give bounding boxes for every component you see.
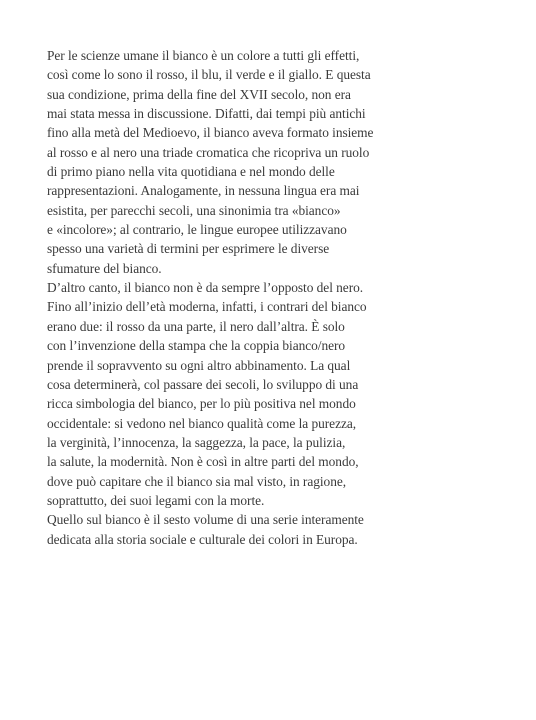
text-line: e «incolore»; al contrario, le lingue europee utilizzavano <box>47 222 347 238</box>
text-line: così come lo sono il rosso, il blu, il verde e il giallo. E questa <box>47 67 371 83</box>
text-line: prende il sopravvento su ogni altro abbinamento. La qual <box>47 357 351 373</box>
text-line: dove può capitare che il bianco sia mal visto, in ragione, <box>47 473 347 489</box>
text-line: D’altro canto, il bianco non è da sempre l’opposto del nero. <box>47 280 364 296</box>
text-line: Fino all’inizio dell’età moderna, infatti, i contrari del bianco <box>47 299 367 315</box>
text-line: erano due: il rosso da una parte, il nero dall’altra. È solo <box>47 318 345 334</box>
text-line: dedicata alla storia sociale e culturale dei colori in Europa. <box>47 531 358 547</box>
body-text <box>47 46 467 549</box>
text-line: la salute, la modernità. Non è così in altre parti del mondo, <box>47 454 359 470</box>
text-line: fino alla metà del Medioevo, il bianco aveva formato insieme <box>47 125 374 141</box>
text-line: sfumature del bianco. <box>47 260 162 276</box>
text-line: ricca simbologia del bianco, per lo più positiva nel mondo <box>47 396 356 412</box>
text-line: con l’invenzione della stampa che la coppia bianco/nero <box>47 338 346 354</box>
text-line: la verginità, l’innocenza, la saggezza, la pace, la pulizia, <box>47 434 346 450</box>
text-line: al rosso e al nero una triade cromatica che ricopriva un ruolo <box>47 144 370 160</box>
text-line: occidentale: si vedono nel bianco qualità come la purezza, <box>47 415 357 431</box>
text-line: rappresentazioni. Analogamente, in nessuna lingua era mai <box>47 183 360 199</box>
text-line: cosa determinerà, col passare dei secoli, lo sviluppo di una <box>47 376 359 392</box>
text-line: di primo piano nella vita quotidiana e nel mondo delle <box>47 164 335 180</box>
text-line: esistita, per parecchi secoli, una sinonimia tra «bianco» <box>47 202 341 218</box>
text-line: Quello sul bianco è il sesto volume di una serie interamente <box>47 512 364 528</box>
text-line: sua condizione, prima della fine del XVII secolo, non era <box>47 86 351 102</box>
text-line: soprattutto, dei suoi legami con la morte. <box>47 492 265 508</box>
text-line: spesso una varietà di termini per esprimere le diverse <box>47 241 330 257</box>
text-line: mai stata messa in discussione. Difatti, dai tempi più antichi <box>47 106 366 122</box>
text-line: Per le scienze umane il bianco è un colore a tutti gli effetti, <box>47 48 360 63</box>
